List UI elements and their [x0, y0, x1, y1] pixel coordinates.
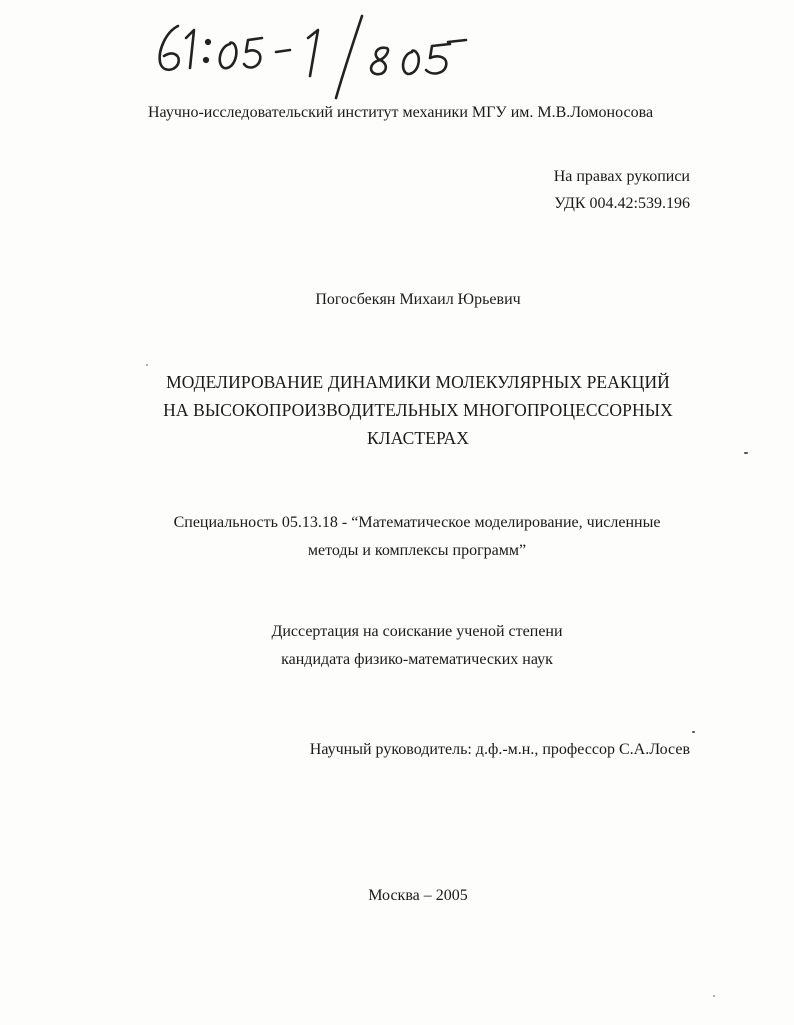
- degree-statement: [0, 618, 794, 674]
- handwritten-archive-mark: [150, 8, 480, 103]
- specialty-line: Специальность 05.13.18 - “Математическое моделирование, численные: [173, 514, 661, 531]
- degree-line: Диссертация на соискание ученой степени: [271, 623, 563, 640]
- scan-speck: [744, 452, 748, 454]
- title-line: МОДЕЛИРОВАНИЕ ДИНАМИКИ МОЛЕКУЛЯРНЫХ РЕАКЦИЙ: [166, 372, 670, 392]
- author-name: Погосбекян Михаил Юрьевич: [315, 291, 521, 308]
- specialty: [0, 509, 794, 565]
- scan-speck: [692, 731, 695, 733]
- specialty-line: методы и комплексы программ”: [307, 542, 527, 559]
- city-year: Москва – 2005: [368, 887, 468, 904]
- udk-code: УДК 004.42:539.196: [554, 195, 690, 212]
- supervisor: Научный руководитель: д.ф.-м.н., профессор С.А.Лосев: [309, 741, 690, 758]
- title-line: КЛАСТЕРАХ: [366, 428, 470, 448]
- scan-speck: [713, 995, 715, 997]
- rights-note: На правах рукописи: [553, 168, 690, 185]
- title-line: НА ВЫСОКОПРОИЗВОДИТЕЛЬНЫХ МНОГОПРОЦЕССОРНЫХ: [163, 400, 673, 420]
- institute-name: Научно-исследовательский институт механики МГУ им. М.В.Ломоносова: [148, 104, 654, 121]
- scan-speck: [146, 364, 148, 366]
- dissertation-title: [0, 368, 794, 452]
- degree-line: кандидата физико-математических наук: [281, 651, 553, 668]
